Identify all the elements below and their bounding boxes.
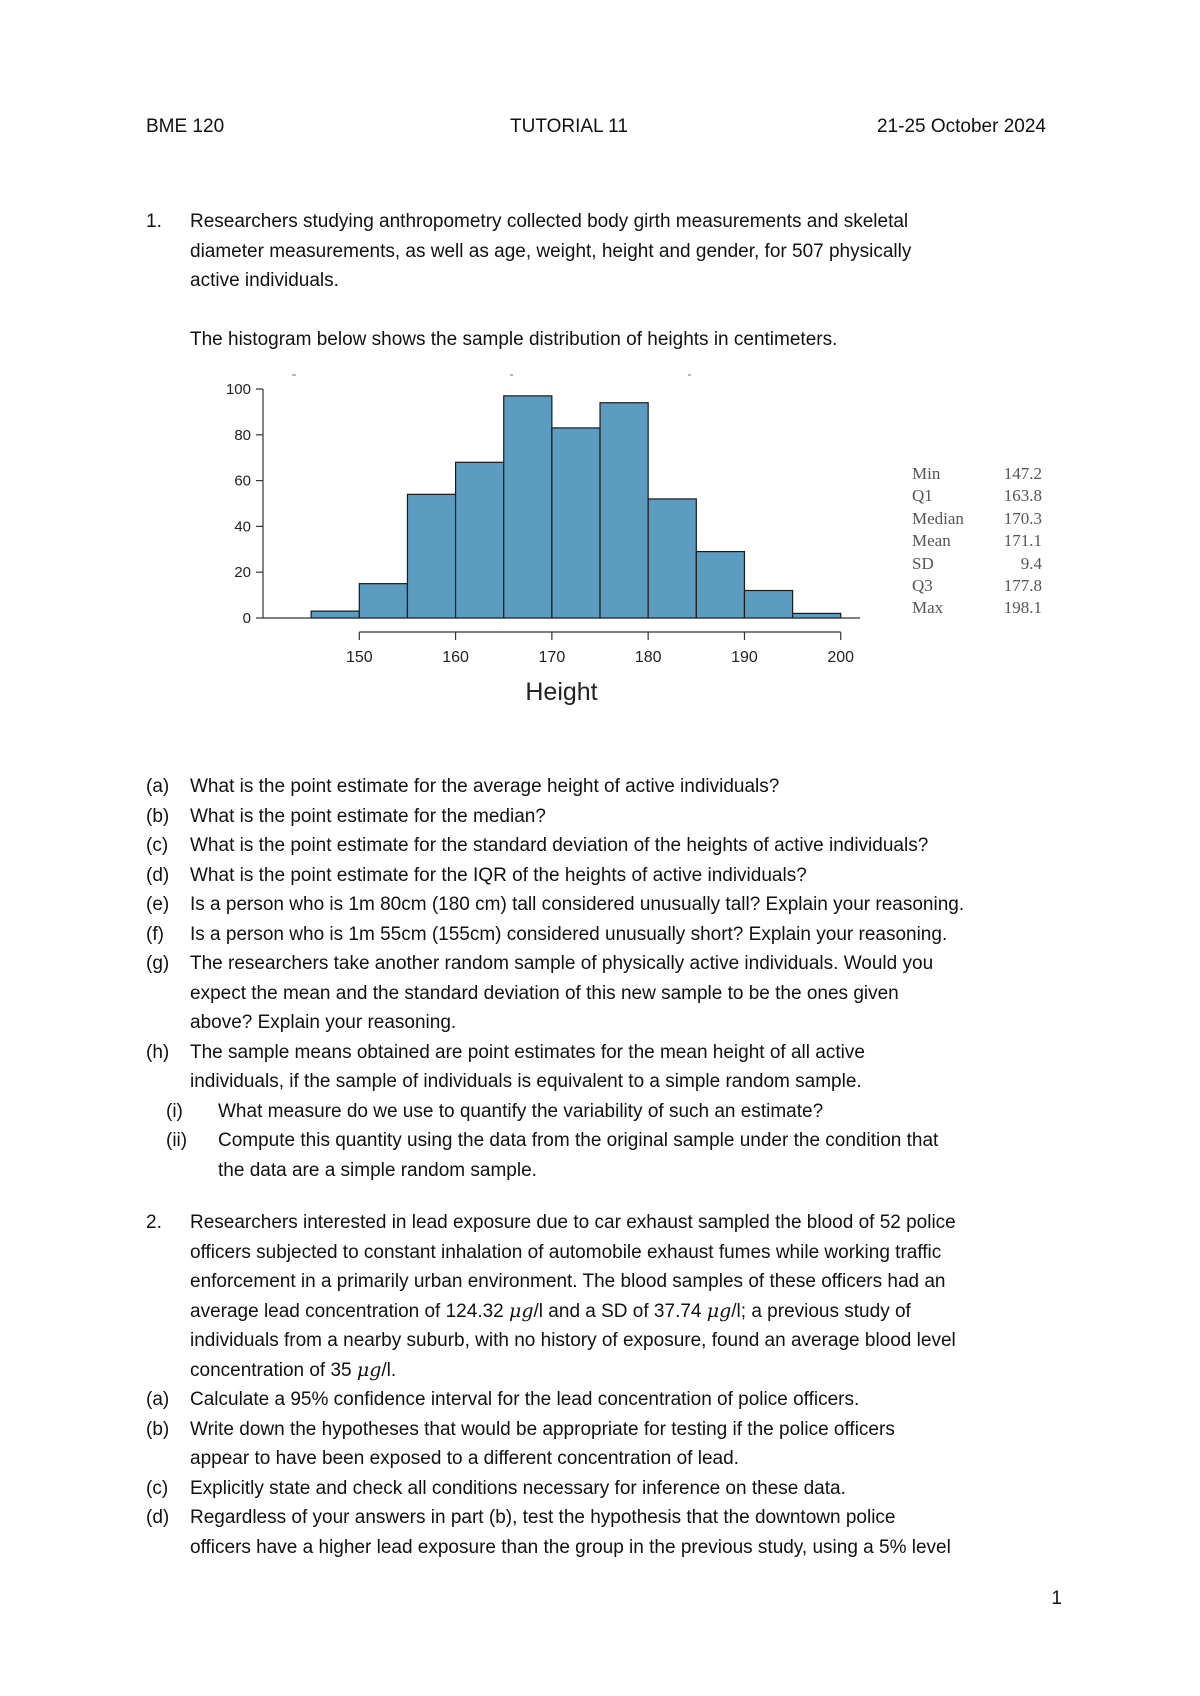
stat-name: Max — [912, 598, 944, 618]
x-tick-label: 200 — [827, 649, 855, 666]
text-line: above? Explain your reasoning. — [190, 1012, 457, 1033]
stat-value: 147.2 — [1003, 464, 1042, 483]
histogram-bar — [456, 462, 504, 618]
text-line: Regardless of your answers in part (b), test the hypothesis that the downtown police — [190, 1507, 896, 1528]
histogram-bar — [793, 613, 841, 618]
part-text — [190, 890, 1080, 920]
stat-row — [912, 553, 1042, 575]
part-label: (c) — [146, 835, 169, 856]
question-1-intro — [190, 207, 1080, 296]
part-label: (f) — [146, 923, 164, 945]
page-number: 1 — [1051, 1588, 1062, 1609]
stat-row — [912, 575, 1042, 597]
x-tick-label: 160 — [442, 649, 469, 666]
stat-value: 171.1 — [1003, 531, 1042, 551]
part-text — [190, 1415, 1080, 1474]
intro-line: Researchers interested in lead exposure due to car exhaust sampled the blood of 52 police — [190, 1212, 956, 1233]
text-line: Write down the hypotheses that would be appropriate for testing if the police officers — [190, 1418, 895, 1440]
stat-value: 9.4 — [1020, 553, 1042, 573]
part-label: (b) — [146, 1418, 170, 1440]
histogram-bar — [552, 428, 600, 618]
question-2-intro — [190, 1208, 1080, 1385]
x-tick-label: 190 — [731, 649, 758, 666]
x-tick-label: 180 — [634, 649, 662, 666]
part-text — [190, 861, 1080, 891]
text-line: What is the point estimate for the median? — [190, 805, 546, 827]
histogram-bar — [359, 584, 407, 618]
part-label: (b) — [146, 805, 170, 827]
stat-name: Mean — [912, 531, 951, 551]
height-histogram — [200, 365, 880, 710]
text-line: Calculate a 95% confidence interval for the lead concentration of police officers. — [190, 1389, 860, 1410]
stat-value: 170.3 — [1003, 508, 1042, 528]
subpart-text — [218, 1126, 1080, 1185]
subpart-label: (ii) — [166, 1130, 188, 1151]
intro-line: active individuals. — [190, 270, 339, 291]
y-tick-label: 80 — [234, 426, 251, 444]
stat-name: SD — [912, 553, 934, 573]
intro-line: Researchers studying anthropometry collected body girth measurements and skeletal — [190, 211, 909, 232]
stat-name: Min — [912, 464, 941, 483]
text-line: What is the point estimate for the standard deviation of the heights of active individuals? — [190, 835, 929, 856]
unit-mu-g: μg — [706, 1299, 732, 1322]
x-tick-label: 150 — [345, 649, 373, 666]
text-run: concentration of 35 — [190, 1359, 357, 1381]
histogram-bar — [744, 591, 792, 618]
text-line: expect the mean and the standard deviation of this new sample to be the ones given — [190, 982, 899, 1004]
part-label: (h) — [146, 1041, 170, 1063]
text-line: Compute this quantity using the data from the original sample under the condition that — [218, 1130, 939, 1151]
y-tick-label: 100 — [225, 381, 251, 398]
stat-row — [912, 463, 1042, 485]
unit-mu-g: μg — [509, 1299, 534, 1322]
histogram-bar — [648, 499, 696, 618]
question-2-number: 2. — [146, 1212, 162, 1233]
part-text — [190, 1038, 1080, 1097]
part-label: (g) — [146, 953, 170, 974]
part-text — [190, 949, 1080, 1038]
text-line: Explicitly state and check all conditions necessary for inference on these data. — [190, 1477, 846, 1499]
histogram-bars — [311, 396, 841, 618]
x-axis-label: Height — [525, 678, 598, 706]
y-tick-label: 60 — [234, 472, 251, 490]
text-run: average lead concentration of 124.32 — [190, 1300, 510, 1322]
stat-row — [912, 597, 1042, 619]
text-line: the data are a simple random sample. — [218, 1159, 537, 1181]
part-label: (d) — [146, 1507, 170, 1528]
histogram-bar — [600, 403, 648, 618]
part-text — [190, 920, 1080, 950]
intro-line: diameter measurements, as well as age, weight, height and gender, for 507 physically — [190, 240, 912, 262]
part-text — [190, 1503, 1080, 1562]
intro-line — [190, 1356, 1080, 1386]
part-label: (c) — [146, 1477, 169, 1499]
course-code: BME 120 — [146, 116, 225, 137]
y-axis — [226, 381, 263, 627]
histogram-bar — [407, 494, 455, 618]
part-text — [190, 802, 1080, 832]
y-tick-label: 40 — [234, 518, 251, 536]
y-tick-label: 20 — [234, 564, 251, 582]
text-line: individuals, if the sample of individuals is equivalent to a simple random sample. — [190, 1071, 862, 1092]
stat-name: Q1 — [912, 486, 933, 506]
stat-row — [912, 508, 1042, 530]
subpart-label: (i) — [166, 1100, 183, 1122]
subpart-text — [218, 1097, 1080, 1127]
histogram-caption: The histogram below shows the sample distribution of heights in centimeters. — [190, 329, 838, 350]
intro-line: officers subjected to constant inhalation of automobile exhaust fumes while working traffic — [190, 1241, 942, 1263]
stat-value: 177.8 — [1003, 575, 1042, 595]
intro-line: enforcement in a primarily urban environment. The blood samples of these officers had an — [190, 1271, 946, 1292]
part-text — [190, 1385, 1080, 1415]
intro-line — [190, 1297, 1080, 1327]
stat-row — [912, 485, 1042, 507]
page-header — [146, 116, 1046, 146]
part-text — [190, 1474, 1080, 1504]
text-line: Is a person who is 1m 80cm (180 cm) tall considered unusually tall? Explain your reasoning. — [190, 894, 965, 915]
part-label: (a) — [146, 776, 170, 797]
summary-statistics-table — [912, 463, 1042, 620]
question-1-number: 1. — [146, 211, 162, 232]
stat-value: 198.1 — [1003, 598, 1042, 618]
x-tick-label: 170 — [538, 649, 566, 666]
text-line: What is the point estimate for the IQR of the heights of active individuals? — [190, 864, 807, 886]
text-line: appear to have been exposed to a different concentration of lead. — [190, 1448, 739, 1469]
text-run: /l and a SD of 37.74 — [533, 1300, 707, 1322]
intro-line: individuals from a nearby suburb, with no history of exposure, found an average blood level — [190, 1330, 956, 1351]
text-line: officers have a higher lead exposure than the group in the previous study, using a 5% level — [190, 1536, 951, 1558]
stat-name: Median — [912, 508, 964, 528]
stat-row — [912, 530, 1042, 552]
histogram-bar — [504, 396, 552, 618]
x-axis — [263, 618, 860, 666]
text-line: The sample means obtained are point estimates for the mean height of all active — [190, 1041, 865, 1063]
part-text — [190, 831, 1080, 861]
histogram-bar — [696, 552, 744, 618]
part-label: (e) — [146, 894, 170, 915]
part-text — [190, 772, 1080, 802]
part-label: (a) — [146, 1389, 170, 1410]
stat-name: Q3 — [912, 575, 933, 595]
text-line: The researchers take another random sample of physically active individuals. Would you — [190, 953, 934, 974]
text-line: Is a person who is 1m 55cm (155cm) considered unusually short? Explain your reasoning. — [190, 923, 948, 945]
text-line: What measure do we use to quantify the variability of such an estimate? — [218, 1100, 824, 1122]
unit-mu-g: μg — [356, 1358, 382, 1381]
text-run: /l. — [381, 1359, 397, 1381]
stat-value: 163.8 — [1003, 486, 1042, 506]
tutorial-title: TUTORIAL 11 — [510, 116, 628, 137]
part-label: (d) — [146, 864, 170, 886]
histogram-bar — [311, 611, 359, 618]
tutorial-date: 21-25 October 2024 — [876, 116, 1046, 137]
y-tick-label: 0 — [242, 610, 251, 627]
text-line: What is the point estimate for the average height of active individuals? — [190, 776, 780, 797]
text-run: /l; a previous study of — [731, 1300, 911, 1322]
